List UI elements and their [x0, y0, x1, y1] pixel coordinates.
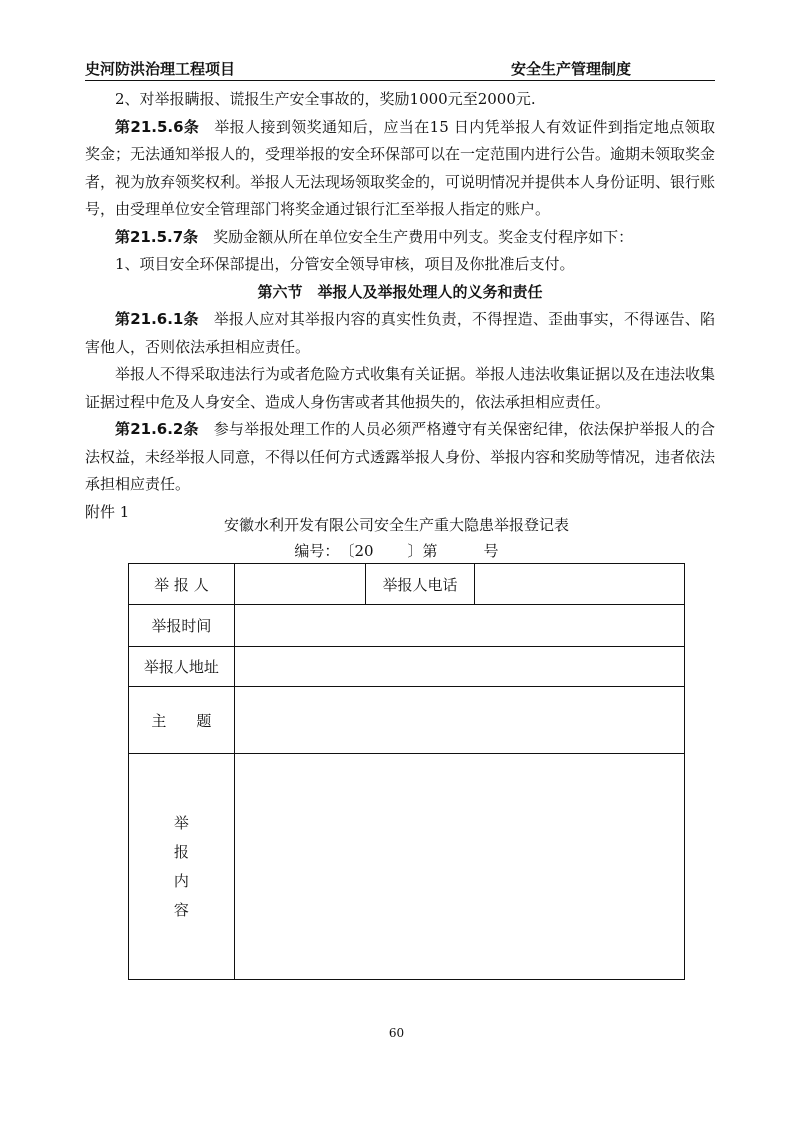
number-close: 〕第	[407, 542, 438, 560]
content-char: 容	[173, 900, 189, 919]
document-title: 安全生产管理制度	[511, 60, 632, 78]
paragraph-evidence: 举报人不得采取违法行为或者危险方式收集有关证据。举报人违法收集证据以及在违法收集证据过程中危及人身安全、造成人身伤害或者其他损失的，依法承担相应责任。	[85, 365, 716, 411]
article-label: 第21.6.1条	[115, 310, 199, 328]
paragraph-payment: 1、项目安全环保部提出，分管安全领导审核，项目及你批准后支付。	[115, 255, 575, 273]
phone-field[interactable]	[475, 564, 685, 605]
address-field[interactable]	[234, 647, 684, 687]
content-char: 内	[173, 871, 189, 890]
article-21-5-7	[85, 224, 715, 252]
form-title: 安徽水利开发有限公司安全生产重大隐患举报登记表	[223, 516, 569, 534]
content-char: 举	[173, 813, 189, 832]
table-row	[129, 647, 685, 687]
phone-label: 举报人电话	[365, 564, 475, 605]
number-end: 号	[483, 542, 499, 560]
section-heading: 第六节 举报人及举报处理人的义务和责任	[257, 282, 543, 301]
article-text: 奖励金额从所在单位安全生产费用中列支。奖金支付程序如下：	[213, 227, 634, 246]
article-label: 第21.6.2条	[115, 420, 199, 438]
reporter-label: 举 报 人	[129, 564, 235, 605]
subject-label: 主 题	[129, 687, 235, 754]
attachment-label: 附件 1	[85, 502, 130, 521]
header-rule	[85, 80, 715, 81]
number-open: 〔20	[339, 542, 374, 560]
body-text	[85, 86, 715, 526]
page-number: 60	[388, 1026, 405, 1040]
article-text: 参与举报处理工作的人员必须严格遵守有关保密纪律，依法保护举报人的合法权益，未经举报人同意，不得以任何方式透露举报人身份、举报内容和奖励等情况，违者依法承担相应责任。	[85, 420, 716, 493]
article-label: 第21.5.7条	[115, 227, 199, 246]
table-row	[129, 605, 685, 647]
project-name: 史河防洪治理工程项目	[85, 60, 236, 78]
content-label	[129, 754, 235, 980]
page-header	[85, 58, 715, 80]
content-field[interactable]	[234, 754, 684, 980]
paragraph-reward-2: 2、对举报瞒报、谎报生产安全事故的，奖励1000元至2000元.	[115, 90, 536, 108]
table-row	[129, 564, 685, 605]
content-char: 报	[173, 842, 189, 861]
table-row	[129, 687, 685, 754]
report-registration-table	[128, 563, 685, 980]
form-number	[0, 540, 793, 561]
article-text: 举报人接到领奖通知后，应当在15 日内凭举报人有效证件到指定地点领取奖金；无法通知举报人的，受理举报的安全环保部可以在一定范围内进行公告。逾期未领取奖金者，视为放弃领奖权利。举报人无法现场领取奖金的，可说明情况并提供本人身份证明、银行账号，由受理单位安全管理部门将奖金通过银行汇至举报人指定的账户。	[85, 117, 716, 218]
address-label: 举报人地址	[129, 647, 235, 687]
reporter-field[interactable]	[234, 564, 365, 605]
article-21-6-2	[85, 416, 715, 499]
table-row	[129, 754, 685, 980]
article-21-6-1	[85, 306, 715, 361]
time-label: 举报时间	[129, 605, 235, 647]
article-21-5-6	[85, 114, 715, 224]
number-label: 编号：	[294, 542, 340, 560]
article-label: 第21.5.6条	[115, 117, 200, 136]
subject-field[interactable]	[234, 687, 684, 754]
article-text: 举报人应对其举报内容的真实性负责，不得捏造、歪曲事实，不得诬告、陷害他人，否则依法承担相应责任。	[85, 310, 715, 356]
time-field[interactable]	[234, 605, 684, 647]
